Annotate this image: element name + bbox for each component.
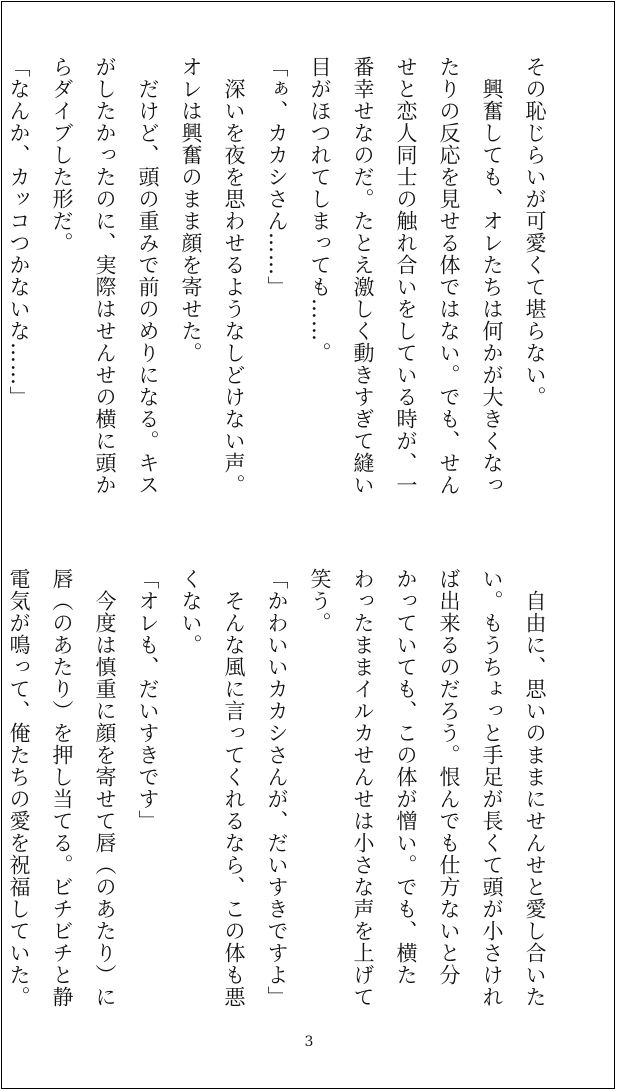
text-line: その恥じらいが可愛くて堪らない。 [523, 56, 547, 408]
text-line: 今度は慎重に顔を寄せて唇（のあたり）に [93, 568, 117, 1008]
text-line: そんな風に言ってくれるなら、この体も悪 [222, 568, 246, 1008]
text-line: 笑う。 [308, 568, 332, 634]
text-line: せと恋人同士の触れ合いをしている時が、一 [394, 56, 418, 496]
text-line: 唇（のあたり）を押し当てる。ビチビチと静 [50, 568, 74, 1008]
text-line: 「なんか、カッコつかないな……」 [7, 56, 31, 408]
text-line: 深いを夜を思わせるようなしどけない声。 [222, 56, 246, 496]
text-line: 興奮しても、オレたちは何かが大きくなっ [480, 56, 504, 496]
text-line: ば出来るのだろう。恨んでも仕方ないと分 [437, 568, 461, 986]
text-line: わったままイルカせんせは小さな声を上げて [351, 568, 375, 1008]
text-line: 「ぁ、カカシさん……」 [265, 56, 289, 298]
text-line: 目がほつれてしまっても……。 [308, 56, 332, 364]
upper-text-section [0, 56, 556, 496]
text-line: だけど、頭の重みで前のめりになる。キス [136, 56, 160, 496]
text-line: 自由に、思いのままにせんせと愛し合いた [523, 568, 547, 1008]
text-line: かっていても、この体が憎い。でも、横た [394, 568, 418, 986]
text-line: 電気が鳴って、俺たちの愛を祝福していた。 [7, 568, 31, 1008]
text-line: たりの反応を見せる体ではない。でも、せん [437, 56, 461, 496]
text-line: い。もうちょっと手足が長くて頭が小さけれ [480, 568, 504, 1008]
text-line: らダイブした形だ。 [50, 56, 74, 254]
text-line: くない。 [179, 568, 203, 656]
text-line: がしたかったのに、実際はせんせの横に頭か [93, 56, 117, 496]
text-line: 「かわいいカカシさんが、だいすきですよ」 [265, 568, 289, 1008]
text-line: 番幸せなのだ。たとえ激しく動きすぎて縫い [351, 56, 375, 496]
page-number: 3 [304, 1034, 314, 1050]
text-line: 「オレも、だいすきです」 [136, 568, 160, 832]
lower-text-section [0, 568, 556, 1008]
text-line: オレは興奮のまま顔を寄せた。 [179, 56, 203, 364]
